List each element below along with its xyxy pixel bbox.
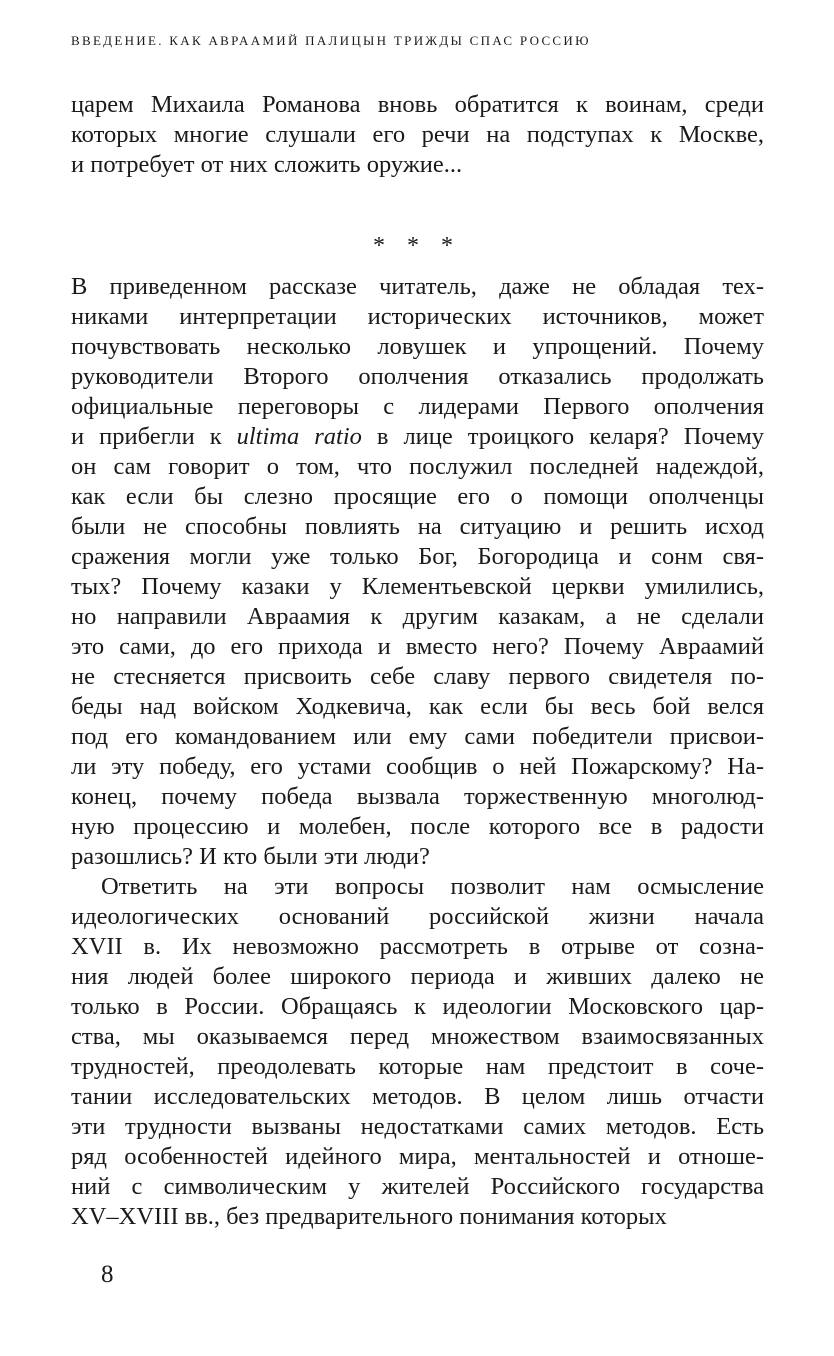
main-text xyxy=(71,272,764,1232)
text-line: это сами, до его прихода и вместо него? Почему Авраамий xyxy=(71,633,764,660)
text-line: трудностей, преодолевать которые нам предстоит в соче- xyxy=(71,1053,764,1080)
text-line: только в России. Обращаясь к идеологии Московского цар- xyxy=(71,993,764,1020)
text-line: тании исследовательских методов. В целом лишь отчасти xyxy=(71,1083,764,1110)
text-line xyxy=(71,422,764,452)
text-line: и потребует от них сложить оружие... xyxy=(71,151,463,178)
text-line: беды над войском Ходкевича, как если бы весь бой велся xyxy=(71,693,764,720)
text-fragment: в лице троицкого келаря? Почему xyxy=(361,423,764,450)
text-line: Ответить на эти вопросы позволит нам осмысление xyxy=(101,873,764,900)
text-line: ния людей более широкого периода и живших далеко не xyxy=(71,963,764,990)
text-line: разошлись? И кто были эти люди? xyxy=(71,843,430,870)
page-number: 8 xyxy=(101,1261,114,1288)
text-line: как если бы слезно просящие его о помощи ополченцы xyxy=(71,483,764,510)
text-line: конец, почему победа вызвала торжественную многолюд- xyxy=(71,783,764,810)
text-line: которых многие слушали его речи на подступах к Москве, xyxy=(71,121,764,148)
text-line: он сам говорит о том, что послужил последней надеждой, xyxy=(71,453,764,480)
text-line: ний с символическим у жителей Российского государства xyxy=(71,1173,764,1200)
text-line: эти трудности вызваны недостатками самих методов. Есть xyxy=(71,1113,764,1140)
paragraph xyxy=(71,872,764,1232)
text-line: никами интерпретации исторических источников, может xyxy=(71,303,764,330)
paragraph xyxy=(71,272,764,872)
text-line: не стесняется присвоить себе славу первого свидетеля по- xyxy=(71,663,764,690)
text-line: ства, мы оказываемся перед множеством взаимосвязанных xyxy=(71,1023,764,1050)
text-line: В приведенном рассказе читатель, даже не обладая тех- xyxy=(71,273,764,300)
continued-paragraph xyxy=(71,90,764,180)
text-fragment: и прибегли к xyxy=(71,423,237,450)
text-line: тых? Почему казаки у Клементьевской церкви умилились, xyxy=(71,573,764,600)
text-line: почувствовать несколько ловушек и упрощений. Почему xyxy=(71,333,764,360)
text-line: но направили Авраамия к другим казакам, а не сделали xyxy=(71,603,764,630)
text-line: XV–XVIII вв., без предварительного понимания которых xyxy=(71,1203,667,1230)
section-separator: * * * xyxy=(373,233,461,259)
text-line: ряд особенностей идейного мира, ментальностей и отноше- xyxy=(71,1143,764,1170)
italic-phrase: ultima ratio xyxy=(236,423,362,450)
text-line: царем Михаила Романова вновь обратится к воинам, среди xyxy=(71,91,764,118)
text-line: ную процессию и молебен, после которого все в радости xyxy=(71,813,764,840)
text-line: официальные переговоры с лидерами Первого ополчения xyxy=(71,393,764,420)
text-line: XVII в. Их невозможно рассмотреть в отрыве от созна- xyxy=(71,933,764,960)
text-line: сражения могли уже только Бог, Богородица и сонм свя- xyxy=(71,543,764,570)
text-line: были не способны повлиять на ситуацию и решить исход xyxy=(71,513,764,540)
text-line: идеологических оснований российской жизни начала xyxy=(71,903,764,930)
text-line: под его командованием или ему сами победители присвои- xyxy=(71,723,764,750)
text-line: руководители Второго ополчения отказались продолжать xyxy=(71,363,764,390)
text-line: ли эту победу, его устами сообщив о ней Пожарскому? На- xyxy=(71,753,764,780)
running-head: ВВЕДЕНИЕ. КАК АВРААМИЙ ПАЛИЦЫН ТРИЖДЫ СПАС РОССИЮ xyxy=(71,33,591,48)
